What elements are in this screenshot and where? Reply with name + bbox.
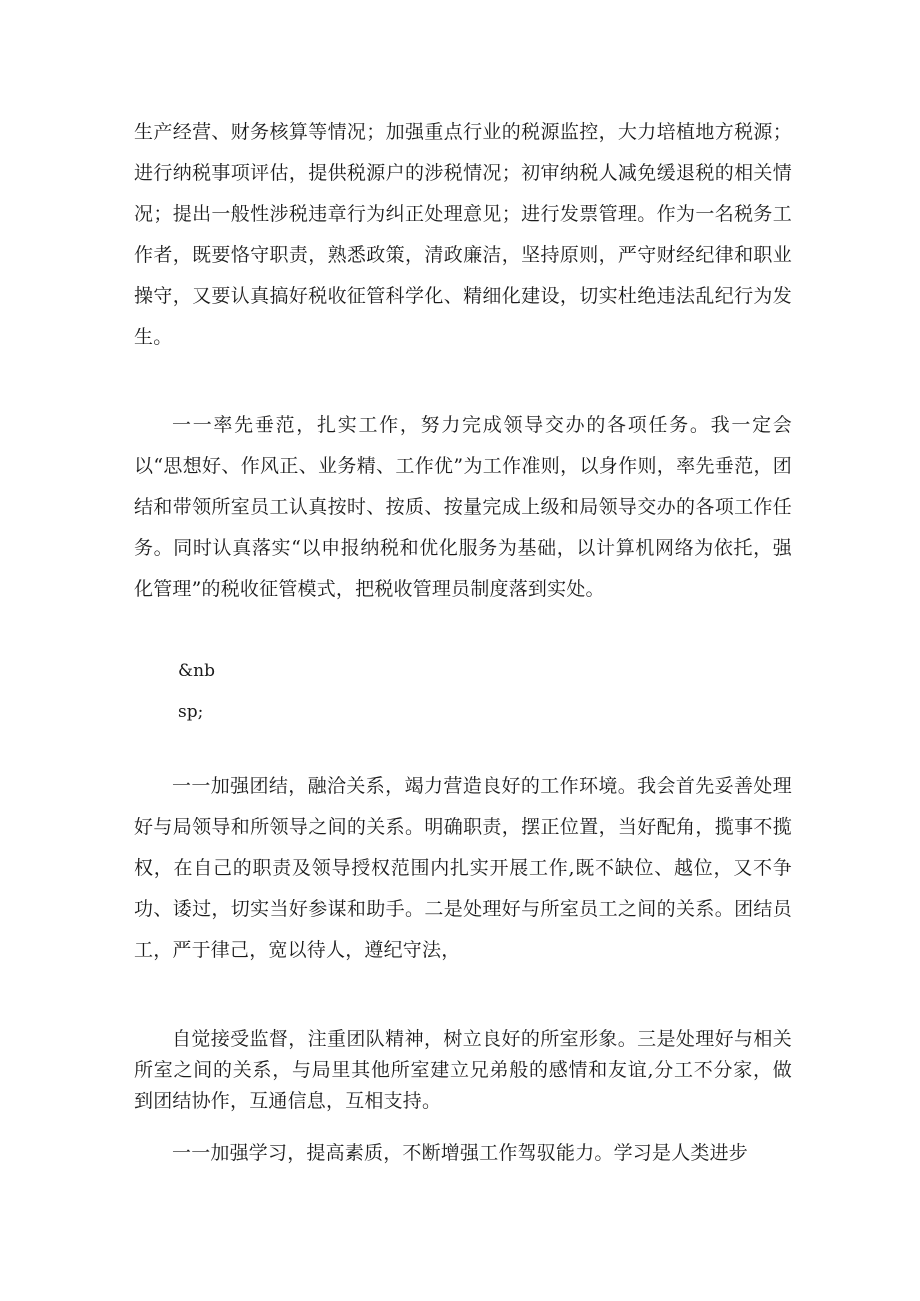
paragraph-unity: 一一加强团结，融洽关系，竭力营造良好的工作环境。我会首先妥善处理好与局领导和所领导之间的关系。明确职责，摆正位置，当好配角，揽事不揽权，在自己的职责及领导授权范围内扎实开展工作,既不缺位、越位，又不争功、诿过，切实当好参谋和助手。二是处理好与所室员工之间的关系。团结员工，严于律己，宽以待人，遵纪守法， [134, 775, 792, 961]
paragraph-supervision: 自觉接受监督，注重团队精神，树立良好的所室形象。三是处理好与相关所室之间的关系，与局里其他所室建立兄弟般的感情和友谊,分工不分家，做到团结协作，互通信息，互相支持。 [134, 1028, 792, 1112]
paragraph-lead-by-example: 一一率先垂范，扎实工作，努力完成领导交办的各项任务。我一定会以“思想好、作风正、业务精、工作优”为工作准则，以身作则，率先垂范，团结和带领所室员工认真按时、按质、按量完成上级和局领导交办的各项工作任务。同时认真落实“以申报纳税和优化服务为基础，以计算机网络为依托，强化管理”的税收征管模式，把税收管理员制度落到实处。 [134, 414, 792, 600]
text-fragment: sp; [178, 702, 204, 722]
text-fragment: &nb [178, 661, 215, 681]
paragraph-study: 一一加强学习，提高素质，不断增强工作驾驭能力。学习是人类进步 [172, 1142, 749, 1164]
paragraph-duties: 生产经营、财务核算等情况；加强重点行业的税源监控，大力培植地方税源；进行纳税事项评估，提供税源户的涉税情况；初审纳税人减免缓退税的相关情况；提出一般性涉税违章行为纠正处理意见；进行发票管理。作为一名税务工作者，既要恪守职责，熟悉政策，清政廉洁，坚持原则，严守财经纪律和职业操守，又要认真搞好税收征管科学化、精细化建设，切实杜绝违法乱纪行为发生。 [134, 121, 792, 348]
